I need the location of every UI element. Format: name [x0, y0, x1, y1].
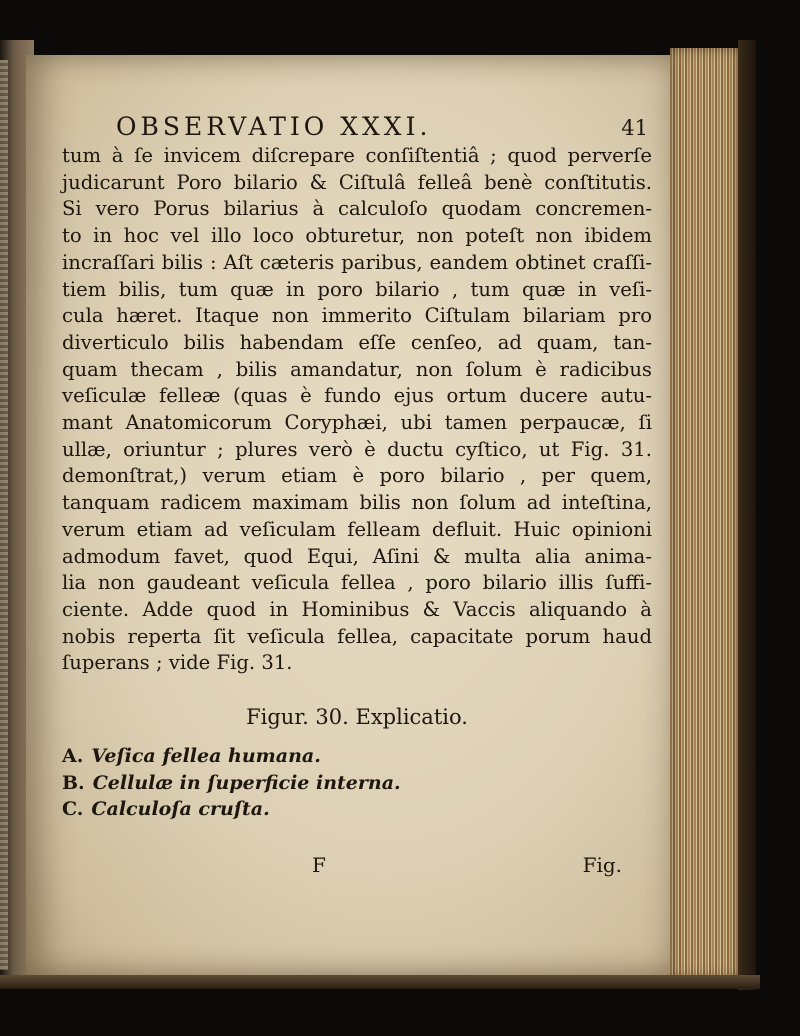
body-paragraph: [62, 143, 652, 677]
facing-page-strip: [0, 60, 8, 970]
running-head: [62, 112, 652, 141]
book-cover-right: [738, 40, 756, 990]
page-block-edges: [670, 48, 740, 978]
text-line: ullæ, oriuntur ; plures verò è ductu cyſtico, ut Fig. 31.: [62, 437, 652, 461]
page-number: 41: [621, 116, 648, 140]
text-line: incraſſari bilis : Aſt cæteris paribus, eandem obtinet craſſi-: [62, 250, 652, 274]
text-line: mant Anatomicorum Coryphæi, ubi tamen perpaucæ, ſi: [62, 411, 652, 435]
text-line: demonſtrat,) verum etiam è poro bilario , per quem,: [62, 464, 652, 488]
text-line: tum à ſe invicem diſcrepare conſiſtentiâ ; quod perverſe: [62, 144, 652, 167]
page-title: OBSERVATIO XXXI.: [116, 112, 432, 141]
legend-key: A.: [62, 745, 84, 768]
text-line: veſiculæ felleæ (quas è fundo ejus ortum ducere autu-: [62, 384, 652, 408]
text-line: tanquam radicem maximam bilis non ſolum ad inteſtina,: [62, 491, 652, 515]
legend-description: Cellulæ in ſuperficie interna.: [92, 771, 401, 794]
text-line: cula hæret. Itaque non immerito Ciſtulam bilariam pro: [62, 304, 652, 328]
legend-description: Calculoſa cruſta.: [91, 798, 270, 821]
text-line: lia non gaudeant veſicula fellea , poro bilario illis ſuffi-: [62, 571, 652, 595]
text-line: ſuperans ; vide Fig. 31.: [62, 651, 293, 675]
page-footer: [62, 853, 652, 877]
signature-mark: F: [312, 852, 326, 877]
page-content: [62, 112, 652, 877]
text-line: to in hoc vel illo loco obturetur, non poteſt non ibidem: [62, 224, 652, 248]
book-cover-bottom: [0, 975, 760, 989]
text-line: ciente. Adde quod in Hominibus & Vaccis aliquando à: [62, 597, 652, 621]
legend-key: C.: [62, 798, 84, 821]
text-line: quam thecam , bilis amandatur, non ſolum è radicibus: [62, 357, 652, 381]
text-line: diverticulo bilis habendam eſſe cenſeo, ad quam, tan-: [62, 330, 652, 354]
text-line: admodum favet, quod Equi, Aſini & multa alia anima-: [62, 544, 652, 568]
text-line: tiem bilis, tum quæ in poro bilario , tum quæ in veſi-: [62, 277, 652, 301]
text-line: judicarunt Poro bilario & Ciſtulâ felleâ benè conſtitutis.: [62, 170, 652, 194]
catchword: Fig.: [582, 852, 622, 877]
legend-key: B.: [62, 771, 85, 794]
legend-item: [62, 743, 652, 770]
legend-item: [62, 796, 652, 823]
text-line: nobis reperta ſit veſicula fellea, capacitate porum haud: [62, 624, 652, 648]
figure-explanation-title: Figur. 30. Explicatio.: [246, 705, 468, 730]
text-line: Si vero Porus bilarius à calculoſo quodam concremen-: [62, 197, 652, 221]
text-line: verum etiam ad veſiculam felleam defluit. Huic opinioni: [62, 517, 652, 541]
figure-legend: [62, 743, 652, 823]
legend-description: Veſica fellea humana.: [91, 745, 321, 768]
legend-item: [62, 770, 652, 797]
